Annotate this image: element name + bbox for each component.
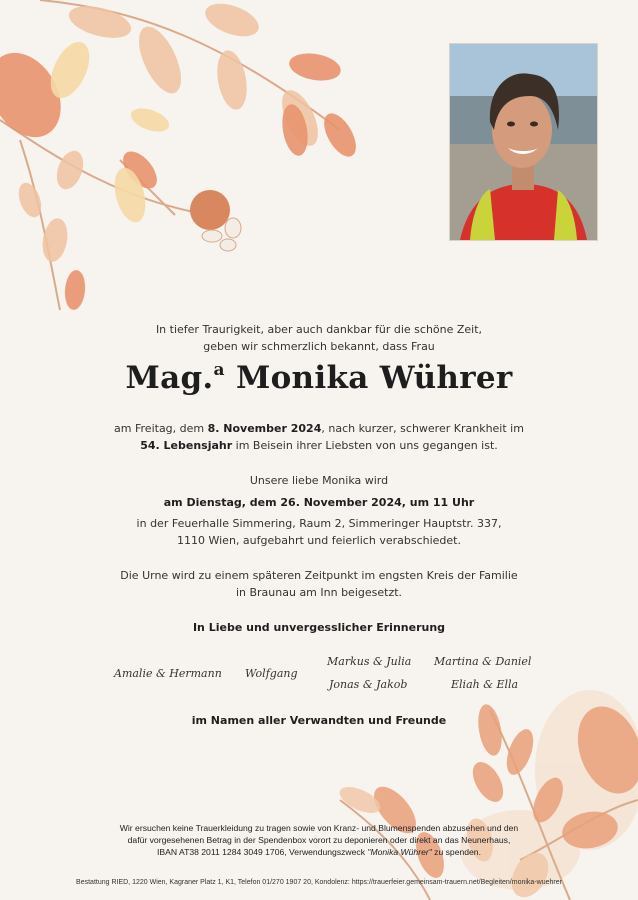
mourner-jonas-jakob: Jonas & Jakob — [329, 678, 408, 691]
age-text: 54. Lebensjahr — [140, 439, 233, 452]
mourners-list — [0, 652, 638, 698]
academic-title-suffix: a — [213, 359, 225, 380]
request-suffix: zu spenden. — [431, 847, 481, 857]
portrait-photo — [449, 43, 598, 241]
ceremony-place-line-1: in der Feuerhalle Simmering, Raum 2, Simmeringer Hauptstr. 337, — [136, 517, 502, 530]
ceremony-intro: Unsere liebe Monika wird — [249, 474, 389, 487]
death-date: 8. November 2024 — [207, 422, 322, 435]
urn-line-1: Die Urne wird zu einem späteren Zeitpunkt im engsten Kreis der Familie — [120, 569, 518, 582]
memory-heading — [0, 619, 638, 636]
intro-line-1: In tiefer Traurigkeit, aber auch dankbar für die schöne Zeit, — [155, 323, 483, 336]
deceased-name — [0, 360, 638, 396]
mourner-wolfgang: Wolfgang — [245, 667, 298, 680]
ceremony-datetime — [0, 494, 638, 511]
mourner-eliah-ella: Eliah & Ella — [451, 678, 519, 691]
death-text-1: am Freitag, dem — [114, 422, 208, 435]
ceremony-place — [0, 515, 638, 549]
death-notice — [0, 420, 638, 454]
closing-text: im Namen aller Verwandten und Freunde — [191, 714, 447, 727]
death-text-3: im Beisein ihrer Liebsten von uns gegangen ist. — [232, 439, 498, 452]
urn-line-2: in Braunau am Inn beigesetzt. — [235, 586, 403, 599]
closing-line — [0, 712, 638, 729]
request-iban: IBAN AT38 2011 1284 3049 1706, Verwendungszweck — [157, 847, 368, 857]
death-text-2: , nach kurzer, schwerer Krankheit im — [321, 422, 524, 435]
ceremony-place-line-2: 1110 Wien, aufgebahrt und feierlich verabschiedet. — [177, 534, 461, 547]
mourner-amalie-hermann: Amalie & Hermann — [114, 667, 222, 680]
request-line-3 — [0, 846, 638, 858]
memory-heading-text: In Liebe und unvergesslicher Erinnerung — [192, 621, 446, 634]
funeral-home-footer: Bestattung RIED, 1220 Wien, Kagraner Platz 1, K1, Telefon 01/270 1907 20, Kondolenz: https://trauerfeier.gemeinsam-trauern.net/Begleiten/monika-wuehrer — [76, 879, 562, 886]
request-line-1: Wir ersuchen keine Trauerkleidung zu tragen sowie von Kranz- und Blumenspenden abzusehen und den — [119, 823, 519, 833]
academic-title: Mag. — [125, 360, 214, 396]
mourner-markus-julia: Markus & Julia — [327, 655, 412, 668]
ceremony-datetime-text: am Dienstag, dem 26. November 2024, um 11 Uhr — [163, 496, 475, 509]
leaf-decoration-top-left — [0, 0, 370, 320]
intro-text — [0, 321, 638, 355]
mourner-martina-daniel: Martina & Daniel — [434, 655, 532, 668]
request-purpose: "Monika Wührer" — [367, 847, 432, 857]
urn-notice — [0, 567, 638, 601]
request-line-2: dafür vorgesehenen Betrag in der Spendenbox vorort zu deponieren oder direkt an das Neunerhaus, — [127, 835, 511, 845]
full-name: Monika Wührer — [235, 360, 513, 396]
donation-request — [0, 822, 638, 858]
intro-line-2: geben wir schmerzlich bekannt, dass Frau — [203, 340, 435, 353]
